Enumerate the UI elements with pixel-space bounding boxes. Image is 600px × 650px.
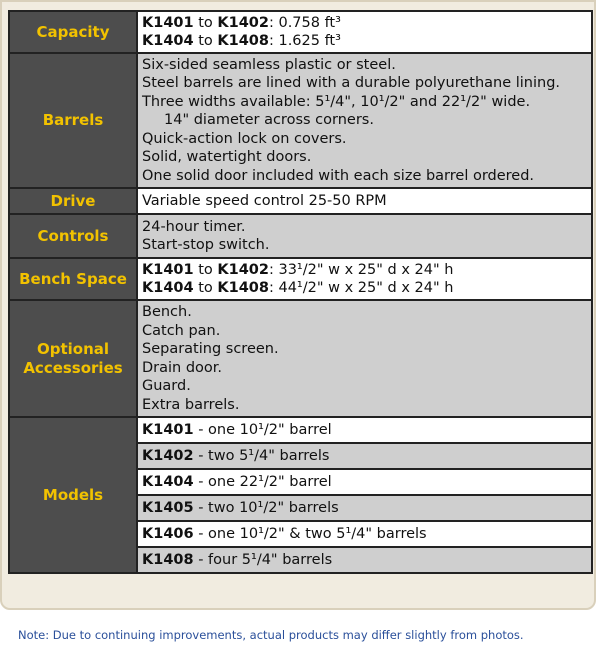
model-number: K1401 [142,14,194,31]
model-cell [137,495,592,521]
bench-space-label: Bench Space [9,258,137,300]
capacity-amount: : 0.758 ft³ [268,14,341,31]
bench-space-value [137,258,592,300]
model-number: K1402 [217,261,269,278]
barrels-row [9,53,592,188]
model-number: K1401 [142,261,194,278]
spec-table [8,10,593,574]
capacity-line [142,32,587,51]
barrels-line: 14" diameter across corners. [164,112,374,129]
model-number: K1408 [217,33,269,49]
models-label: Models [9,417,137,573]
barrels-label: Barrels [9,53,137,188]
model-number: K1408 [217,280,269,296]
to-text: to [193,33,218,49]
drive-value: Variable speed control 25-50 RPM [137,188,592,214]
controls-line: 24-hour timer. [142,218,246,235]
to-text: to [193,280,218,296]
barrels-line: Steel barrels are lined with a durable polyurethane lining. [142,75,561,92]
bench-space-line [142,279,587,298]
model-description: - one 10¹/2" barrel [193,421,332,438]
accessory-item: Guard. [142,378,191,394]
barrels-line: Six-sided seamless plastic or steel. [142,56,396,73]
drive-row [9,188,592,214]
controls-label: Controls [9,214,137,258]
controls-value [137,214,592,258]
model-number: K1402 [217,14,269,31]
model-number: K1405 [142,499,194,516]
capacity-value [137,11,592,53]
model-number: K1404 [142,473,194,490]
barrels-line: One solid door included with each size barrel ordered. [142,167,535,184]
model-row [9,417,592,443]
model-cell [137,417,592,443]
drive-label: Drive [9,188,137,214]
capacity-row [9,11,592,53]
disclaimer-note: Note: Due to continuing improvements, actual products may differ slightly from photos. [18,628,524,642]
accessory-item: Bench. [142,304,192,320]
model-description: - two 5¹/4" barrels [193,447,330,464]
controls-row [9,214,592,258]
accessory-item: Catch pan. [142,322,221,339]
model-cell [137,547,592,573]
bench-space-line [142,261,587,280]
model-number: K1408 [142,551,194,568]
model-cell [137,469,592,495]
optional-accessories-value [137,300,592,417]
to-text: to [193,261,218,278]
label-line: Accessories [23,358,123,377]
controls-line: Start-stop switch. [142,237,270,253]
bench-space-row [9,258,592,300]
capacity-label: Capacity [9,11,137,53]
model-description: - one 22¹/2" barrel [193,473,332,490]
model-number: K1406 [142,525,194,542]
barrels-line: Quick-action lock on covers. [142,130,347,147]
capacity-amount: : 1.625 ft³ [268,33,341,49]
model-description: - two 10¹/2" barrels [193,499,339,516]
model-description: - one 10¹/2" & two 5¹/4" barrels [193,525,427,542]
label-line: Optional [36,339,110,358]
model-number: K1402 [142,447,194,464]
barrels-line: Solid, watertight doors. [142,149,312,166]
accessory-item: Extra barrels. [142,396,240,413]
model-cell [137,521,592,547]
model-number: K1404 [142,33,194,49]
bench-dimensions: : 44¹/2" w x 25" d x 24" h [268,280,454,296]
optional-accessories-label [9,300,137,417]
accessory-item: Drain door. [142,359,223,376]
model-cell [137,443,592,469]
optional-accessories-row [9,300,592,417]
model-number: K1401 [142,421,194,438]
bench-dimensions: : 33¹/2" w x 25" d x 24" h [268,261,454,278]
to-text: to [193,14,218,31]
barrels-value [137,53,592,188]
capacity-line [142,14,587,33]
model-number: K1404 [142,280,194,296]
barrels-line: Three widths available: 5¹/4", 10¹/2" and 22¹/2" wide. [142,93,531,110]
accessory-item: Separating screen. [142,341,279,357]
model-description: - four 5¹/4" barrels [193,551,333,568]
